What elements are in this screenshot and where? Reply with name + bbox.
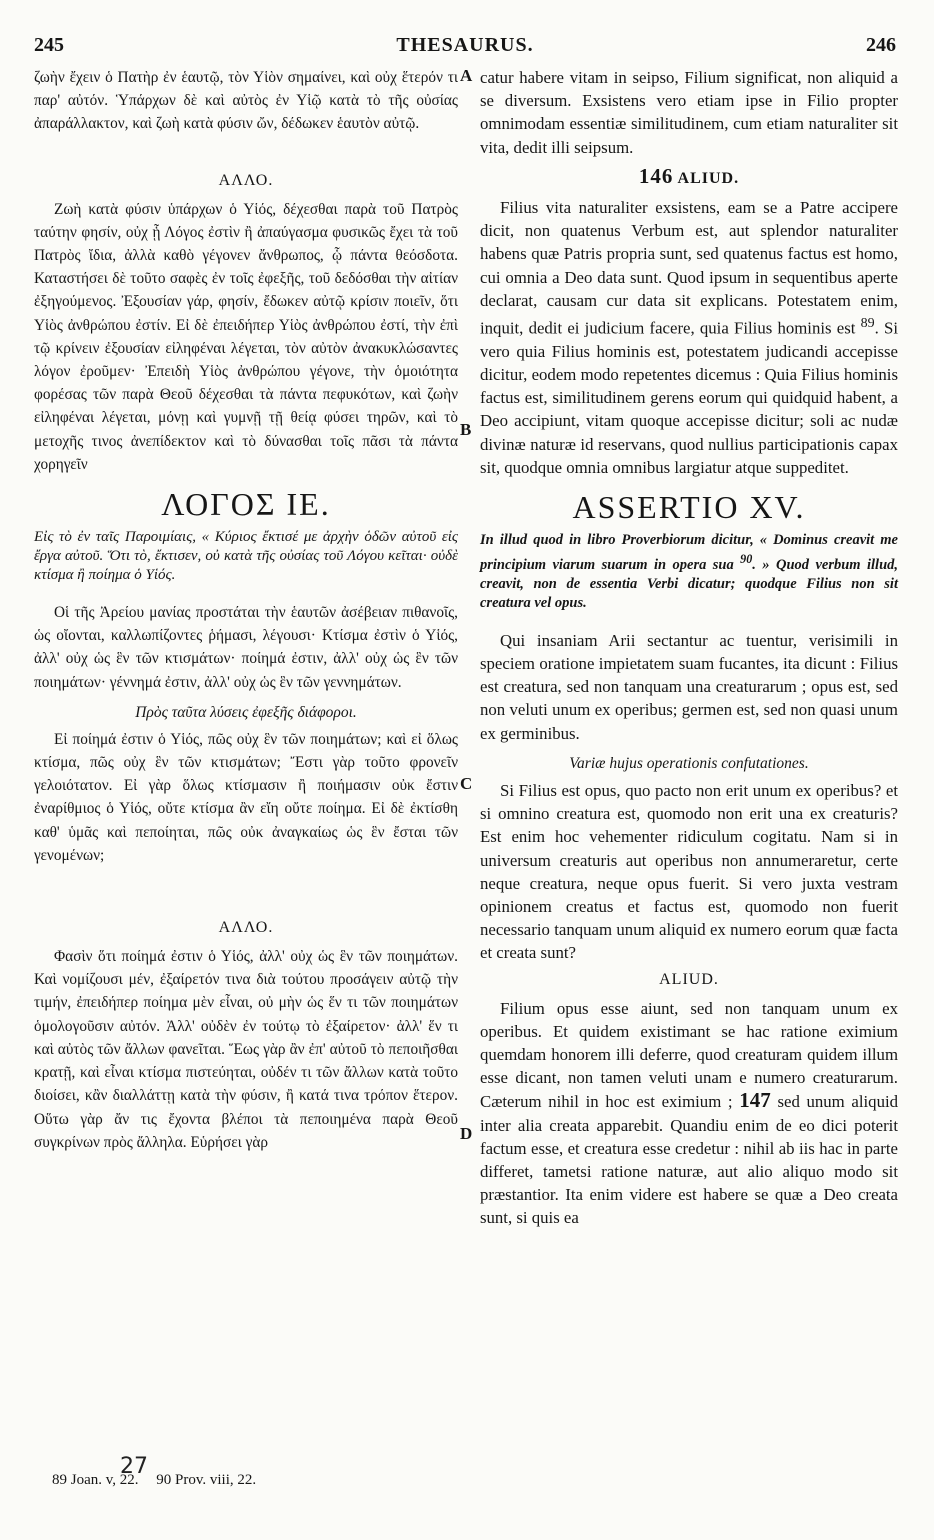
latin-variae-heading: Variæ hujus operationis confutationes. xyxy=(569,754,809,772)
latin-variae-paragraph: Si Filius est opus, quo pacto non erit unum ex operibus? et si omnino creatura est, quomodo non erit una ex creaturis? Est enim hoc vehementer ridiculum cogitatu. Nam si in universum creaturis aut operibus non annumeraretur, certe neque creatura, neque opus fuerit. Si vero juxta vestram opinionem creatus et factus est, quomodo non fuerit necessario tanquam unum aliquid ex numero eorum quæ facta et creata sunt? xyxy=(480,780,898,963)
greek-allo-paragraph-2: Φασὶν ὅτι ποίημά ἐστιν ὁ Υἱός, ἀλλ' οὐχ ὡς ἓν τῶν ποιημάτων. Καὶ νομίζουσι μέν, ἐξαίρετόν τινα διὰ τούτου προσάγειν αὐτῷ τὴν τιμήν, ἐπειδήπερ ποίημα μὲν εἶναι, οὐ μὴν ὡς ἕν τι τῶν ποιημάτων ὁμολογοῦσιν αὐτόν. Ἀλλ' οὐδὲν ἐν τούτῳ τὸ ἐξαίρετον· ἀλλ' ἕν τι καὶ αὐτὸς τῶν ἄλλων φανεῖται. Ἕως γὰρ ἂν ἐπ' αὐτοῦ τὸ πεποιῆσθαι κρατῇ, καὶ εἶναι κτίσμα πιστεύηται, οὐδέν τι τῶν ἄλλων κατὰ τοῦτο διοίσει, κἂν διαλλάττῃ κατὰ τὴν φύσιν, ἢ κατά τινα τρόπον ἕτερον. Οὕτω γὰρ ἄν τις ἔχοντα βλέποι τὰ πεποιημένα παρὰ Θεοῦ συγκρίνων πρὸς ἄλληλα. Εὑρήσει γὰρ xyxy=(34,948,458,1151)
latin-assertio-summary-a: In illud quod in libro Proverbiorum dicitur, « Dominus creavit me principium viarum suarum in opera sua xyxy=(480,532,898,573)
latin-column xyxy=(480,66,898,1230)
latin-assertio-summary-b: . » Quod verbum illud, creavit, non de essentia Verbi dicatur; quodque Filius non sit creatura vel opus. xyxy=(480,556,899,611)
latin-intro-paragraph: catur habere vitam in seipso, Filium significat, non aliquid a se diversum. Exsistens vero etiam ipse in Filio propter omnimodam essentiæ similitudinem, cum etiam naturaliter sit vita, dedit illi seipsum. xyxy=(480,68,898,157)
latin-aliud-heading-1 xyxy=(480,165,898,190)
column-number-146: 146 xyxy=(638,163,674,188)
latin-aliud-paragraph-2 xyxy=(480,997,898,1230)
footnotes xyxy=(52,1472,270,1489)
greek-intro-paragraph: ζωὴν ἔχειν ὁ Πατὴρ ἐν ἑαυτῷ, τὸν Υἱὸν σημαίνει, καὶ οὐχ ἕτερόν τι παρ' αὐτόν. Ὑπάρχων δὲ καὶ αὐτὸς ἐν Υἱῷ κατὰ τὸ τῆς οὐσίας ἀπαράλλακτον, καὶ ζωὴ κατὰ φύσιν ὤν, δέδωκεν ἑαυτὸν αὐτῷ. xyxy=(34,69,458,133)
latin-aliud-text-1a: Filius vita naturaliter exsistens, eam se a Patre accipere dicit, non quatenus Verbum est, aut splendor naturaliter habens quæ Patris propria sunt, sed quatenus factus est homo, cui omnia a Deo data sunt. Quod ipsum in sequentibus aperte declarat, causam cur data sit explicans. Potestatem enim, inquit, dedit ei judicium facere, quia Filius hominis est xyxy=(480,198,898,338)
greek-allo-heading-1: ΑΛΛΟ. xyxy=(218,171,274,189)
column-number-147: 147 xyxy=(739,1088,771,1113)
latin-assertio-title: ASSERTIO XV. xyxy=(572,489,806,526)
greek-logos-title: ΛΟΓΟΣ ΙΕ. xyxy=(161,486,331,523)
greek-allo-paragraph-1: Ζωὴ κατὰ φύσιν ὑπάρχων ὁ Υἱός, δέχεσθαι παρὰ τοῦ Πατρὸς ταύτην φησίν, οὐχ ᾗ Λόγος ἐστὶν ἢ ἀπαύγασμα φυσικῶς ἔχει τὰ τοῦ Πατρὸς ἴδια, ἀλλὰ καθὸ γέγονεν ἄνθρωπος, ᾧ πάντα θεόσδοτα. Καταστήσει δὲ τοῦτο σαφὲς ἐν τοῖς ἐφεξῆς, τοῦ δεδόσθαι τὴν αἰτίαν ἐξηγούμενος. Ἐξουσίαν γάρ, φησίν, ἔδωκεν αὐτῷ κρίσιν ποιεῖν, ὅτι Υἱὸς ἀνθρώπου ἐστίν. Εἰ δὲ ἐπειδήπερ Υἱὸς ἀνθρώπου ἐστί, τὴν ἐπὶ τῷ κρίνειν ἐξουσίαν εἰληφέναι λέγεται, τὸν αὐτὸν ἀνακυκλώσαντες λόγον ἐροῦμεν· Ἐπειδὴ Υἱὸς ἀνθρώπου γέγονε, τὴν ὁμοιότητα φορέσας τῶν παρὰ Θεοῦ δέχεσθαι τὰ πάντα πεφυκότων, καὶ ζωὴν εἰληφέναι λέγεται, μόνῃ καὶ γυμνῇ τῇ θείᾳ φύσει τηρῶν, καὶ τὸ μετοχῆς τινος ἀνεπίδεκτον καὶ τὸ δύνασθαι τοῖς πᾶσι τὰ πάντα χορηγεῖν xyxy=(34,200,458,473)
footnote-89: 89 Joan. v, 22. xyxy=(52,1472,139,1488)
latin-aliud-text-1b: . Si vero quia Filius hominis est, potestatem judicandi accepisse dicitur, eodem modo repetentes dicemus : Quia Filius hominis factus est, similitudinem gerens eorum qui quidquid habent, a Deo accipiunt, vitam quoque accepisse dicitur; soli ac nudæ divinæ naturæ id reservans, quod nullius participationis capax sit, quodque omnia omnibus largiatur atque suppeditet. xyxy=(480,318,898,477)
page-number-left: 245 xyxy=(34,34,64,56)
latin-assertio-paragraph: Qui insaniam Arii sectantur ac tuentur, verisimili in speciem oratione impietatem suam fucantes, ita dicunt : Filius est creatura, sed non tanquam una creaturarum ; opus est, sed non veluti unum ex operibus; germen est, sed non quasi unum ex germinibus. xyxy=(480,630,898,743)
footnote-90: 90 Prov. viii, 22. xyxy=(156,1472,257,1488)
greek-allo-heading-2: ΑΛΛΟ. xyxy=(218,919,274,937)
margin-letter-b: B xyxy=(460,420,472,439)
page-number-right: 246 xyxy=(866,34,896,56)
handwritten-mark: 27 xyxy=(120,1454,148,1479)
page-header xyxy=(30,34,900,60)
greek-column xyxy=(34,66,458,1154)
greek-lyseis-heading: Πρὸς ταῦτα λύσεις ἐφεξῆς διάφοροι. xyxy=(135,703,357,721)
latin-assertio-summary xyxy=(480,531,898,613)
latin-aliud-text-2a: Filium opus esse aiunt, sed non tanquam unum ex operibus. Et quidem existimant se hac ratione eximium quemdam honorem illi deferre, quod creaturam quidem illum esse dicant, non tamen veluti unam e numero creaturarum. Cæterum nihil in hoc est eximium ; xyxy=(480,998,898,1112)
margin-letter-a: A xyxy=(460,66,473,85)
latin-aliud-label-1: ALIUD. xyxy=(677,169,740,187)
latin-aliud-text-2b: sed unum aliquid inter alia creata apparebit. Quandiu enim de eo dici poterit factum esse, et creatura esse credetur : nihil ab iis hac in parte differet, tametsi ratione naturæ, aut alio aliquo modo sit præstantior. Ita enim videre est habere se quæ a Deo creata sunt, si quis ea xyxy=(480,1092,899,1228)
latin-aliud-heading-2: ALIUD. xyxy=(659,970,719,988)
running-title: THESAURUS. xyxy=(396,34,534,56)
greek-logos-summary: Εἰς τὸ ἐν ταῖς Παροιμίαις, « Κύριος ἔκτισέ με ἀρχὴν ὁδῶν αὐτοῦ εἰς ἔργα αὐτοῦ. Ὅτι τὸ, ἔκτισεν, οὐ κατὰ τῆς οὐσίας τοῦ Λόγου κεῖται· οὐδὲ κτίσμα ἢ ποίημα ὁ Υἱός. xyxy=(34,529,458,584)
greek-lyseis-paragraph: Εἰ ποίημά ἐστιν ὁ Υἱός, πῶς οὐχ ἓν τῶν ποιημάτων; καὶ εἰ ὅλως κτίσμα, πῶς οὐχ ἓν τῶν κτισμάτων; Ἔστι γὰρ τοῦτο φρονεῖν γελοιότατον. Εἰ γὰρ ὅλως κτίσμασιν ἢ ποιήμασιν οὐκ ἔστιν ἐναρίθμιος ὁ Υἱός, οὔτε κτίσμα ἂν εἴη οὔτε ποίημα. Εἰ δὲ ἐκτίσθη καθ' ὑμᾶς καὶ πεποίηται, πῶς οὐκ ἀναγκαίως ὡς ἓν ἔσται τῶν γενομένων; xyxy=(34,730,458,864)
latin-aliud-paragraph-1 xyxy=(480,196,898,479)
footnote-ref-89: 89 xyxy=(860,316,875,332)
margin-letter-c: C xyxy=(460,774,473,793)
greek-logos-paragraph: Οἱ τῆς Ἀρείου μανίας προστάται τὴν ἑαυτῶν ἀσέβειαν πιθανοῖς, ὡς οἴονται, καλλωπίζοντες ῥήμασι, λέγουσι· Κτίσμα ἐστὶν ὁ Υἱός, ἀλλ' οὐχ ὡς ἓν τῶν κτισμάτων· ποίημά ἐστιν, ἀλλ' οὐχ ὡς ἓν τῶν ποιημάτων· γέννημά ἐστιν, ἀλλ' οὐχ ὡς ἓν τῶν γεννημάτων. xyxy=(34,604,458,691)
margin-letter-d: D xyxy=(460,1124,473,1143)
footnote-ref-90: 90 xyxy=(740,552,753,567)
